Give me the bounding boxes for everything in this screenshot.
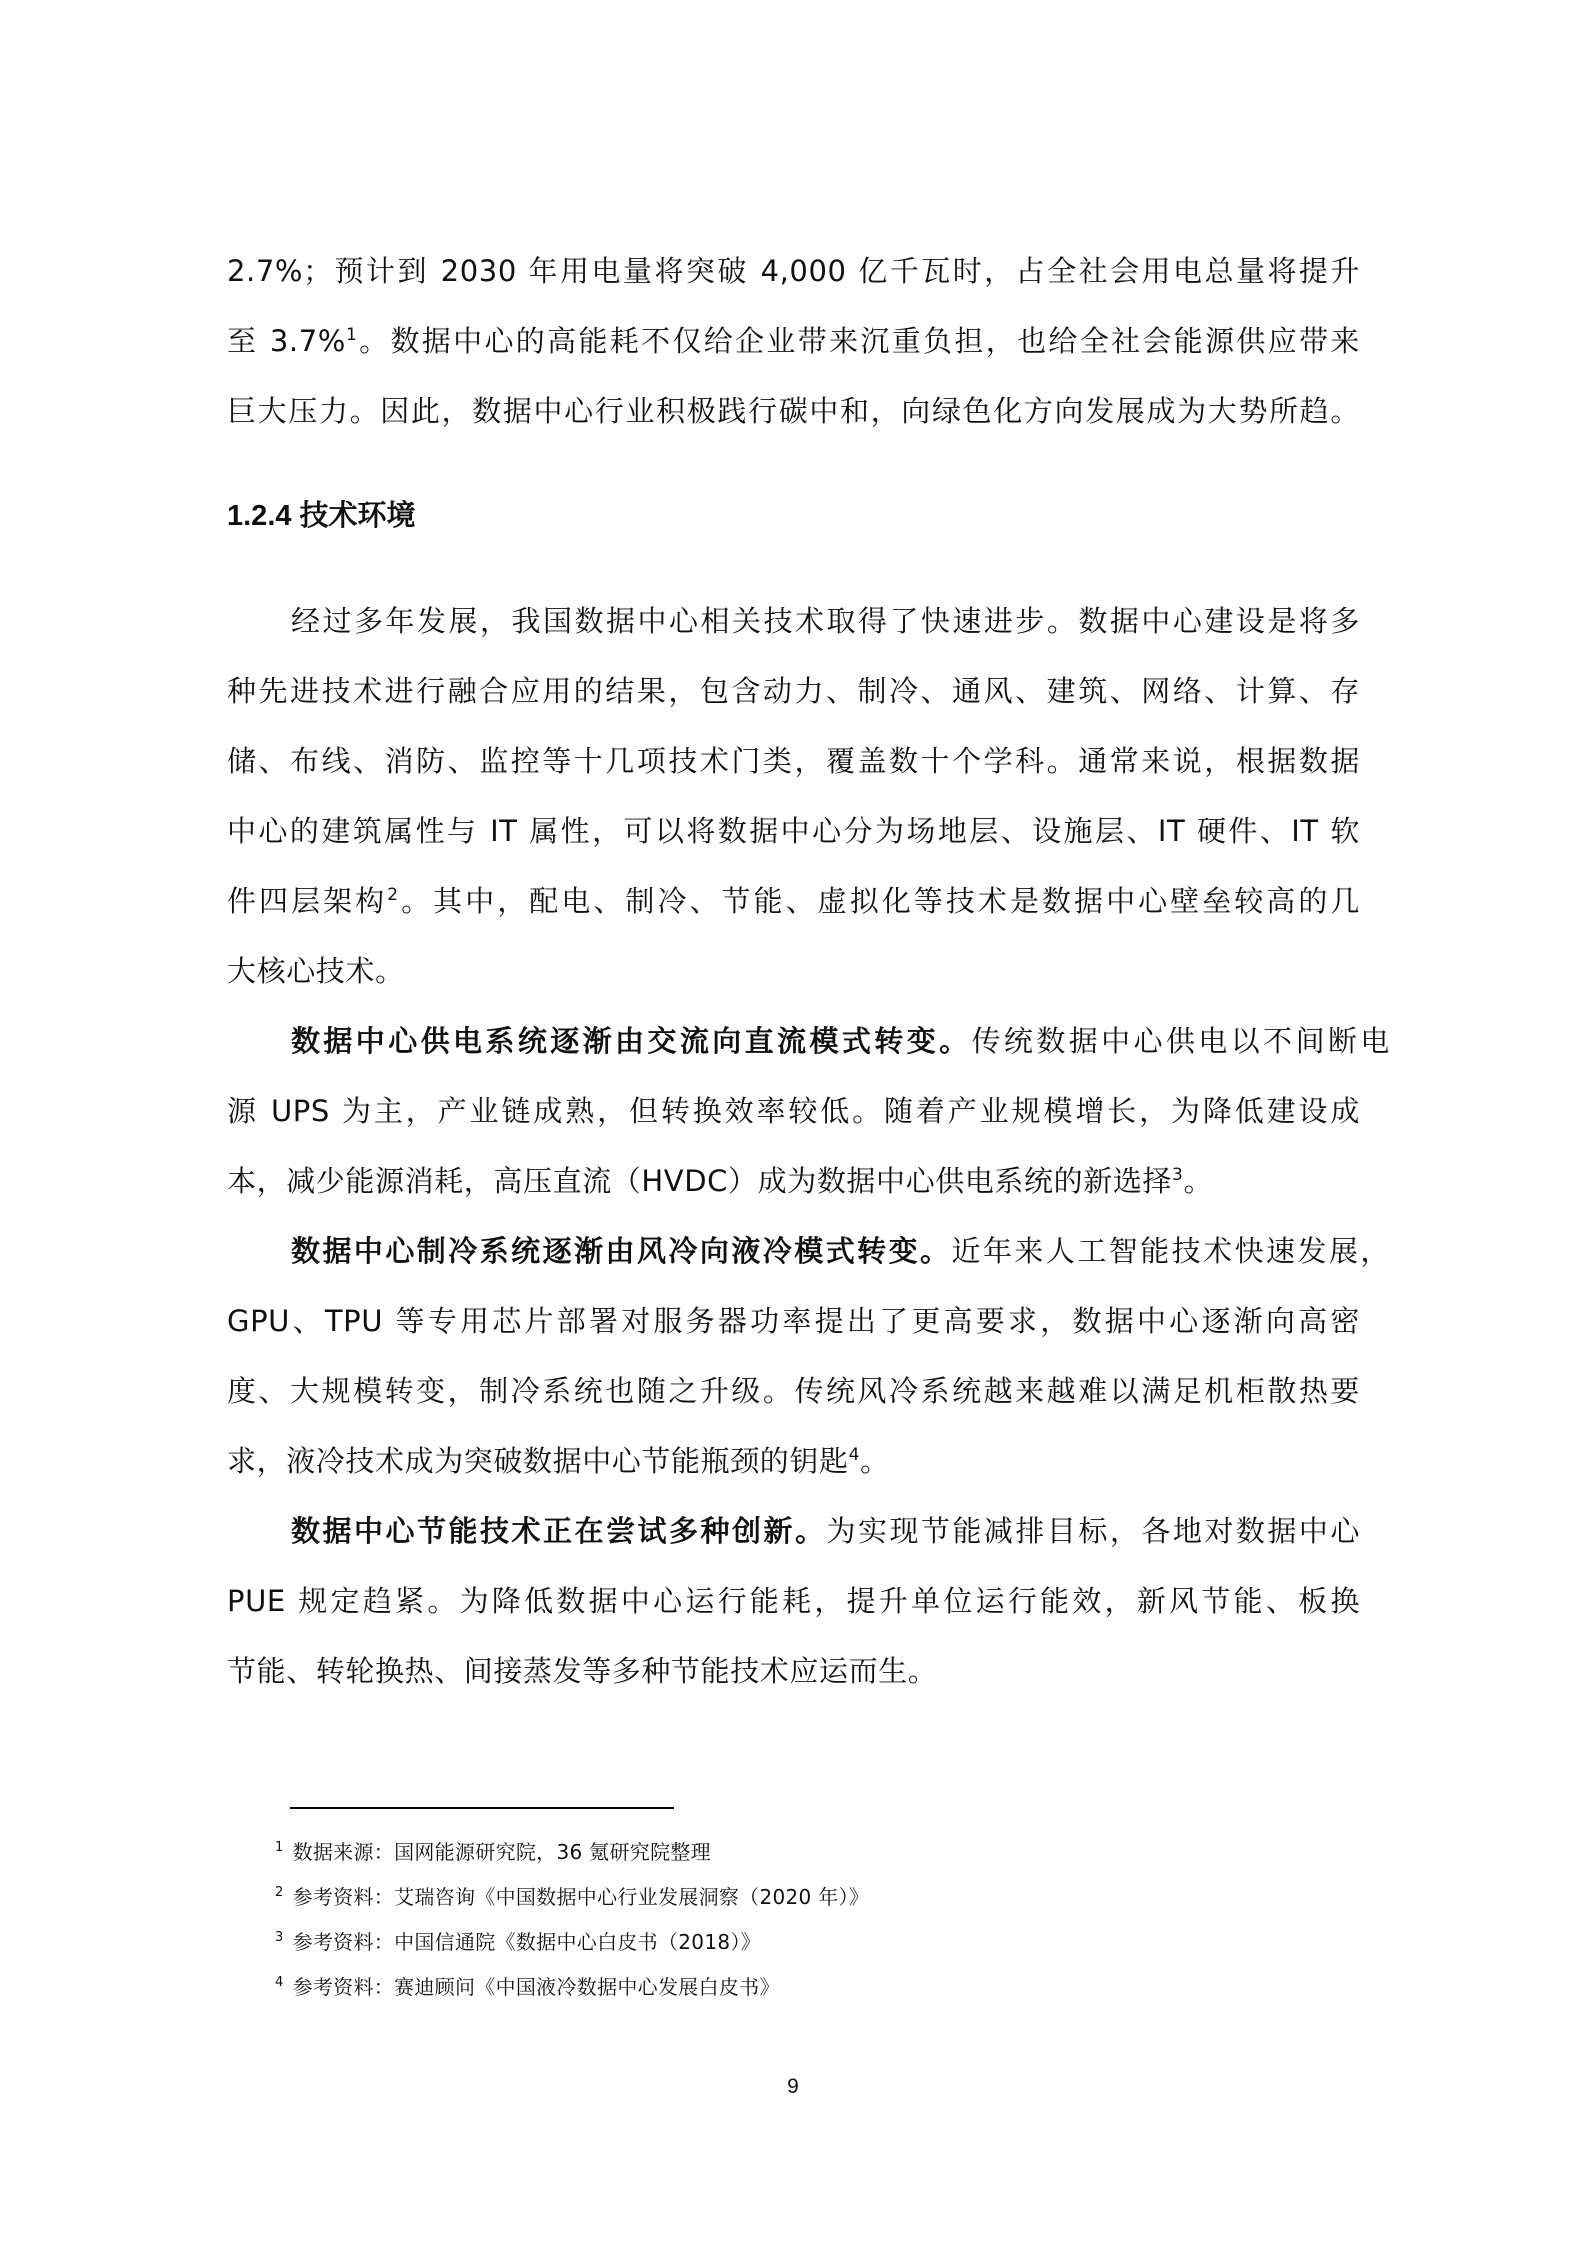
footnote-text: 参考资料：中国信通院《数据中心白皮书（2018）》 — [292, 1930, 761, 1954]
cooling-line-1-rest: 近年来人工智能技术快速发展， — [951, 1234, 1390, 1268]
overview-line-5-text-a: 件四层架构 — [227, 884, 388, 918]
page-number: 9 — [787, 2075, 799, 2098]
cooling-lead-sentence: 数据中心制冷系统逐渐由风冷向液冷模式转变。 — [291, 1234, 952, 1268]
intro-line-3: 巨大压力。因此，数据中心行业积极践行碳中和，向绿色化方向发展成为大势所趋。 — [227, 394, 1360, 428]
overview-line-5-text-b: 。其中，配电、制冷、节能、虚拟化等技术是数据中心壁垒较高的几 — [398, 884, 1360, 918]
footnote-ref-3[interactable]: 3 — [1172, 1165, 1184, 1185]
footnote-text: 参考资料：艾瑞咨询《中国数据中心行业发展洞察（2020 年）》 — [292, 1885, 870, 1909]
cooling-line-4-text-b: 。 — [860, 1444, 890, 1478]
footnote-ref-2[interactable]: 2 — [387, 885, 399, 905]
footnote-number: 3 — [275, 1930, 284, 1945]
footnote-text: 参考资料：赛迪顾问《中国液冷数据中心发展白皮书》 — [292, 1975, 780, 1999]
power-line-1-rest: 传统数据中心供电以不间断电 — [971, 1024, 1390, 1058]
footnote-number: 2 — [275, 1885, 284, 1900]
power-lead-sentence: 数据中心供电系统逐渐由交流向直流模式转变。 — [291, 1024, 972, 1058]
footnote-number: 1 — [275, 1840, 284, 1855]
footnote-4 — [275, 1972, 780, 2002]
energy-lead-sentence: 数据中心节能技术正在尝试多种创新。 — [291, 1514, 827, 1548]
overview-line-1: 经过多年发展，我国数据中心相关技术取得了快速进步。数据中心建设是将多 — [291, 604, 1360, 638]
overview-line-3: 储、布线、消防、监控等十几项技术门类，覆盖数十个学科。通常来说，根据数据 — [227, 744, 1360, 778]
footnote-2 — [275, 1882, 869, 1912]
footnote-3 — [275, 1927, 761, 1957]
footnote-1 — [275, 1837, 711, 1867]
intro-line-2 — [227, 321, 1360, 361]
cooling-line-4 — [227, 1441, 890, 1481]
overview-line-4: 中心的建筑属性与 IT 属性，可以将数据中心分为场地层、设施层、IT 硬件、IT 软 — [227, 814, 1360, 848]
footnote-text: 数据来源：国网能源研究院，36 氪研究院整理 — [292, 1840, 711, 1864]
cooling-line-1 — [291, 1231, 1390, 1271]
intro-line-1: 2.7%；预计到 2030 年用电量将突破 4,000 亿千瓦时，占全社会用电总量将提升 — [227, 254, 1360, 288]
overview-line-5 — [227, 881, 1360, 921]
energy-line-1-rest: 为实现节能减排目标，各地对数据中心 — [826, 1514, 1361, 1548]
energy-line-1 — [291, 1511, 1360, 1551]
power-line-3-text-b: 。 — [1183, 1164, 1214, 1198]
cooling-line-4-text-a: 求，液冷技术成为突破数据中心节能瓶颈的钥匙 — [227, 1444, 849, 1478]
overview-line-6: 大核心技术。 — [227, 954, 405, 988]
section-heading: 1.2.4 技术环境 — [227, 500, 416, 532]
power-line-1 — [291, 1021, 1390, 1061]
cooling-line-2: GPU、TPU 等专用芯片部署对服务器功率提出了更高要求，数据中心逐渐向高密 — [227, 1304, 1360, 1338]
intro-line-2-text-b: 。数据中心的高能耗不仅给企业带来沉重负担，也给全社会能源供应带来 — [357, 324, 1361, 358]
footnote-ref-1[interactable]: 1 — [345, 325, 358, 345]
footnote-number: 4 — [275, 1975, 284, 1990]
power-line-3-text-a: 本，减少能源消耗，高压直流（HVDC）成为数据中心供电系统的新选择 — [227, 1164, 1173, 1198]
footnote-separator — [290, 1807, 674, 1809]
intro-line-2-text-a: 至 3.7% — [227, 324, 346, 358]
power-line-2: 源 UPS 为主，产业链成熟，但转换效率较低。随着产业规模增长，为降低建设成 — [227, 1094, 1360, 1128]
power-line-3 — [227, 1161, 1213, 1201]
cooling-line-3: 度、大规模转变，制冷系统也随之升级。传统风冷系统越来越难以满足机柜散热要 — [227, 1374, 1360, 1408]
energy-line-3: 节能、转轮换热、间接蒸发等多种节能技术应运而生。 — [227, 1654, 938, 1688]
energy-line-2: PUE 规定趋紧。为降低数据中心运行能耗，提升单位运行能效，新风节能、板换 — [227, 1584, 1360, 1618]
footnote-ref-4[interactable]: 4 — [848, 1445, 861, 1465]
overview-line-2: 种先进技术进行融合应用的结果，包含动力、制冷、通风、建筑、网络、计算、存 — [227, 674, 1360, 708]
